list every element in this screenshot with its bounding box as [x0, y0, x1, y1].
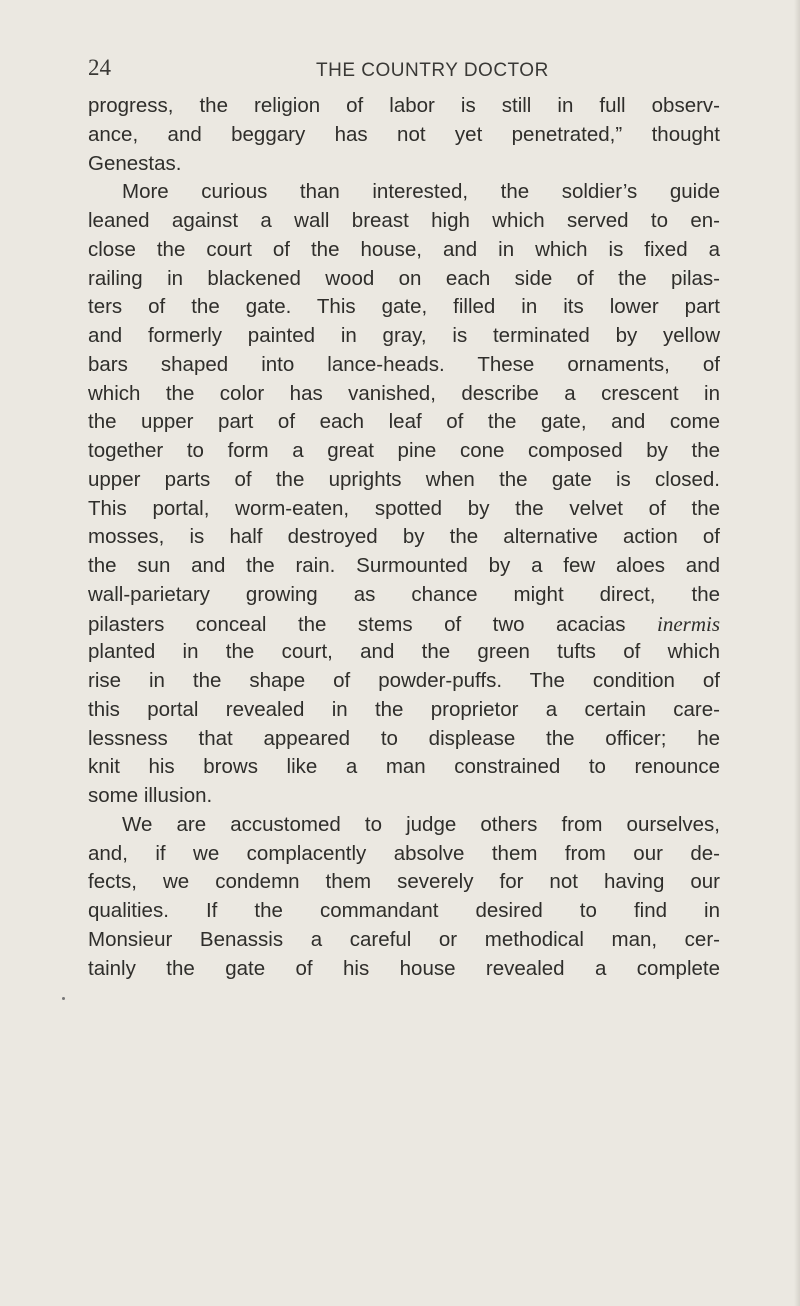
text-line: railing in blackened wood on each side of the pilas-: [88, 266, 720, 290]
text-line: progress, the religion of labor is still in full observ-: [88, 94, 720, 117]
text-line: mosses, is half destroyed by the alternative action of: [88, 525, 720, 549]
text-line: together to form a great pine cone composed by the: [88, 439, 720, 462]
text-line: some illusion.: [88, 784, 213, 807]
text-line: knit his brows like a man constrained to renounce: [88, 755, 720, 779]
text-line: qualities. If the commandant desired to find in: [88, 899, 720, 922]
text-line: and, if we complacently absolve them from our de-: [88, 841, 720, 865]
running-title: THE COUNTRY DOCTOR: [316, 60, 549, 81]
text-line: tainly the gate of his house revealed a complete: [88, 956, 720, 980]
text-line: wall-parietary growing as chance might direct, the: [88, 582, 720, 606]
text-line: fects, we condemn them severely for not having our: [88, 870, 720, 894]
text-line: This portal, worm-eaten, spotted by the velvet of the: [88, 496, 720, 520]
text-line: upper parts of the uprights when the gate is closed.: [88, 467, 720, 491]
text-line: ters of the gate. This gate, filled in its lower part: [88, 295, 720, 319]
text-line: lessness that appeared to displease the officer; he: [88, 726, 720, 750]
italic-term: inermis: [657, 611, 721, 636]
text-line: leaned against a wall breast high which served to en-: [88, 209, 720, 232]
text-line: Monsieur Benassis a careful or methodical man, cer-: [88, 927, 720, 951]
text-line: close the court of the house, and in which is fixed a: [88, 237, 720, 261]
text-line: More curious than interested, the soldier’s guide: [122, 180, 720, 204]
page-number: 24: [88, 55, 111, 80]
text-line: the sun and the rain. Surmounted by a few aloes and: [88, 554, 720, 577]
text-line: We are accustomed to judge others from ourselves,: [122, 812, 720, 836]
text-line: Genestas.: [88, 151, 182, 175]
text-line: bars shaped into lance-heads. These ornaments, of: [88, 352, 720, 376]
paper-speck: [62, 997, 65, 1000]
text-line-part: pilasters conceal the stems of two acacias: [88, 612, 626, 636]
running-head: [88, 55, 720, 87]
page-edge-shadow: [794, 0, 800, 1306]
text-line: [88, 610, 720, 639]
text-line: rise in the shape of powder-puffs. The condition of: [88, 669, 720, 692]
text-line: which the color has vanished, describe a crescent in: [88, 381, 720, 405]
text-line: this portal revealed in the proprietor a certain care-: [88, 697, 720, 721]
text-line: the upper part of each leaf of the gate, and come: [88, 410, 720, 434]
text-line: and formerly painted in gray, is terminated by yellow: [88, 324, 720, 347]
body-text: [88, 92, 720, 983]
text-line: ance, and beggary has not yet penetrated,” thought: [88, 122, 720, 146]
text-line: planted in the court, and the green tufts of which: [88, 640, 720, 664]
